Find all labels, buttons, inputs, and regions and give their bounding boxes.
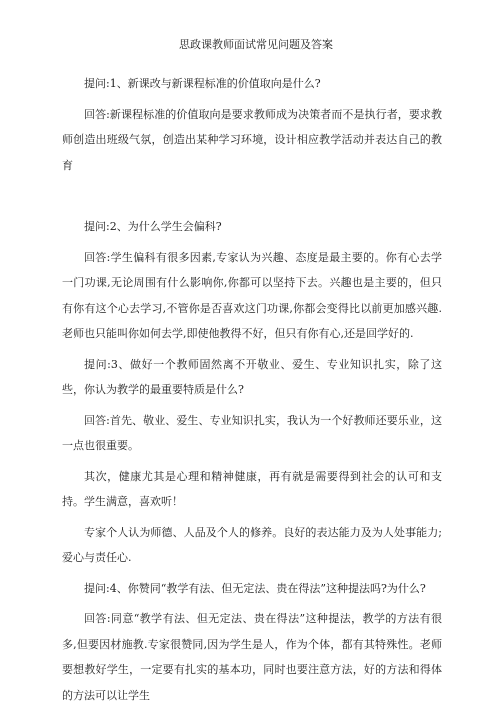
answer-3-continued: 其次，健康尤其是心理和精神健康，再有就是需要得到社会的认可和支持。学生满意，喜欢听！ — [62, 469, 442, 508]
question-1: 提问:1、新课改与新课程标准的价值取向是什么? — [84, 77, 321, 90]
answer-3: 回答:首先、敬业、爱生、专业知识扎实，我认为一个好教师还要乐业，这一点也很重要。 — [62, 413, 442, 452]
answer-1: 回答:新课程标准的价值取向是要求教师成为决策者而不是执行者，要求教师创造出班级气氛，创造出某种学习环境，设计相应教学活动并表达自己的教育 — [62, 107, 442, 172]
question-4: 提问:4、你赞同“教学有法、但无定法、贵在得法”这种提法吗?为什么? — [84, 581, 426, 595]
answer-4: 回答:同意“教学有法、但无定法、贵在得法”这种提法，教学的方法有很多,但要因材施教.专家很赞同,因为学生是人，作为个体，都有其特殊性。老师要想教好学生，一定要有扎实的基本功，同时也要注意方法，好的方法和得体的方法可以让学生 — [62, 612, 442, 702]
document-title: 思政课教师面试常见问题及答案 — [179, 38, 333, 51]
question-2: 提问:2、为什么学生会偏科? — [84, 220, 222, 233]
question-3: 提问:3、做好一个教师固然离不开敬业、爱生、专业知识扎实，除了这些，你认为教学的最重要特质是什么? — [62, 357, 442, 396]
expert-opinion: 专家个人认为师德、人品及个人的修养。良好的表达能力及为人处事能力;爱心与责任心. — [62, 525, 442, 564]
answer-2: 回答:学生偏科有很多因素,专家认为兴趣、态度是最主要的。你有心去学一门功课,无论周围有什么影响你,你都可以坚持下去。兴趣也是主要的，但只有你有这个心去学习,不管你是否喜欢这门功课,你都会变得比以前更加感兴趣.老师也只能叫你如何去学,即使他教得不好，但只有你有心,还是回学好的. — [62, 250, 442, 340]
paragraph-gap — [62, 183, 442, 214]
